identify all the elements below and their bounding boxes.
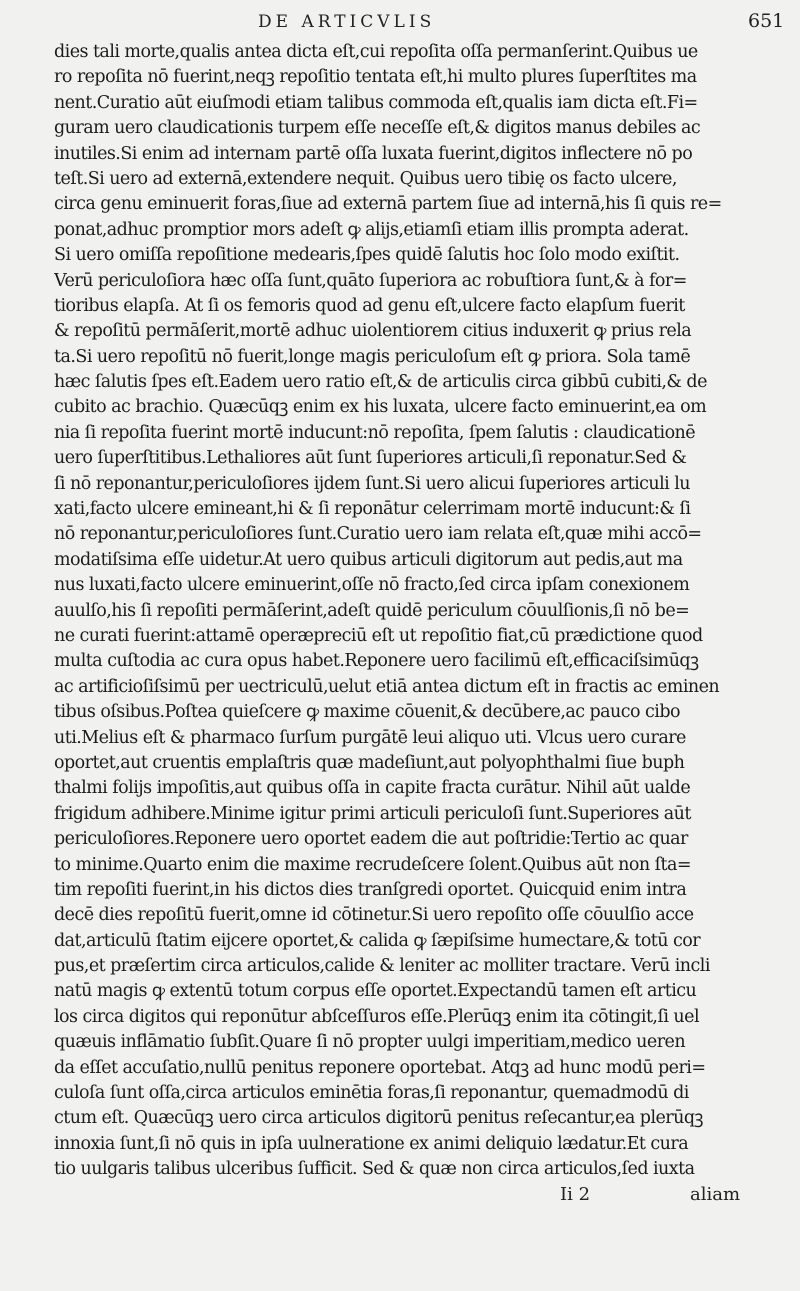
text-line: & repoſitū permāſerit,mortē adhuc uiolentiorem citius induxerit ꝙ prius rela (54, 321, 692, 342)
text-line: ne curati fuerint:attamē operæpreciū eſt ut repoſitio fiat,cū prædictione quod (54, 625, 703, 646)
text-line: multa cuſtodia ac cura opus habet.Reponere uero facilimū eſt,efficaciſsimūqꝫ (54, 651, 699, 672)
text-line: tim repoſiti fuerint,in his dictos dies tranſgredi oportet. Quicquid enim intra (54, 879, 687, 900)
text-line: ro repoſita nō fuerint,neqꝫ repoſitio tentata eſt,hi multo plures ſuperſtites ma (54, 67, 697, 88)
text-line: ſi nō reponantur,periculoſiores ijdem ſunt.Si uero alicui ſuperiores articuli lu (54, 473, 690, 494)
text-line: nia ſi repoſita fuerint mortē inducunt:nō repoſita, ſpem ſalutis : claudicationē (54, 422, 696, 443)
page-number: 651 (748, 10, 785, 32)
text-line: thalmi folijs impoſitis,aut quibus oſſa in capite fracta curātur. Nihil aūt ualde (54, 778, 691, 799)
text-line: periculoſiores.Reponere uero oportet eadem die aut poſtridie:Tertio ac quar (54, 829, 688, 850)
text-line: ta.Si uero repoſitū nō fuerit,longe magis periculoſum eſt ꝙ priora. Sola tamē (54, 346, 691, 367)
text-line: cubito ac brachio. Quæcūqꝫ enim ex his luxata, ulcere facto eminuerint,ea om (54, 397, 707, 418)
text-line: ponat,adhuc promptior mors adeſt ꝙ alijs,etiamſi etiam illis prompta aderat. (54, 219, 689, 240)
text-line: ctum eſt. Quæcūqꝫ uero circa articulos digitorū penitus reſecantur,ea plerūqꝫ (54, 1108, 703, 1129)
text-line: inutiles.Si enim ad internam partē oſſa luxata fuerint,digitos inflectere nō po (54, 143, 693, 164)
text-line: quæuis inflāmatio ſubſit.Quare ſi nō propter uulgi imperitiam,medico ueren (54, 1032, 686, 1053)
text-line: hæc ſalutis ſpes eſt.Eadem uero ratio eſt,& de articulis circa gibbū cubiti,& de (54, 372, 707, 393)
text-line: nent.Curatio aūt eiuſmodi etiam talibus commoda eſt,qualis iam dicta eſt.Fi= (54, 92, 698, 113)
text-line: tioribus elapſa. At ſi os femoris quod ad genu eſt,ulcere facto elapſum fuerit (54, 295, 685, 316)
text-line: da eſſet accuſatio,nullū penitus reponere oportebat. Atqꝫ ad hunc modū peri= (54, 1057, 706, 1078)
text-line: ac artificioſiſsimū per uectriculū,uelut etiā antea dictum eſt in fractis ac eminen (54, 676, 720, 697)
text-line: guram uero claudicationis turpem eſſe neceſſe eſt,& digitos manus debiles ac (54, 118, 701, 139)
text-line: uero ſuperſtitibus.Lethaliores aūt ſunt ſuperiores articuli,ſi reponatur.Sed & (54, 448, 687, 469)
text-line: Si uero omiſſa repoſitione medearis,ſpes quidē ſalutis hoc ſolo modo exiſtit. (54, 245, 680, 266)
signature-mark: Ii 2 (560, 1184, 591, 1205)
text-line: oportet,aut cruentis emplaſtris quæ madeſiunt,aut polyophthalmi ſiue buph (54, 752, 685, 773)
text-line: teſt.Si uero ad externā,extendere nequit. Quibus uero tibię os facto ulcere, (54, 168, 677, 189)
text-line: innoxia ſunt,ſi nō quis in ipſa uulneratione ex animi deliquio lædatur.Et cura (54, 1133, 689, 1154)
text-line: tio uulgaris talibus ulceribus ſufficit. Sed & quæ non circa articulos,ſed iuxta (54, 1159, 695, 1180)
text-line: nus luxati,facto ulcere eminuerint,oſſe nō fracto,ſed circa ipſam conexionem (54, 575, 690, 596)
text-line: dies tali morte,qualis antea dicta eſt,cui repoſita oſſa permanſerint.Quibus ue (54, 42, 698, 62)
text-line: circa genu eminuerit foras,ſiue ad externā partem ſiue ad internā,his ſi quis re= (54, 194, 722, 215)
running-head: DE ARTICVLIS (258, 12, 436, 32)
text-line: to minime.Quarto enim die maxime recrudeſcere ſolent.Quibus aūt non ſta= (54, 854, 692, 875)
catchword: aliam (690, 1184, 741, 1205)
text-line: dat,articulū ſtatim eijcere oportet,& calida ꝙ ſæpiſsime humectare,& totū cor (54, 930, 701, 951)
body-text (54, 40, 789, 1183)
text-line: uti.Melius eſt & pharmaco ſurſum purgātē leui aliquo uti. Vlcus uero curare (54, 727, 686, 748)
text-line: nō reponantur,periculoſiores ſunt.Curatio uero iam relata eſt,quæ mihi accō= (54, 524, 702, 545)
text-line: frigidum adhibere.Minime igitur primi articuli periculoſi ſunt.Superiores aūt (54, 803, 691, 824)
text-line: natū magis ꝙ extentū totum corpus eſſe oportet.Expectandū tamen eſt articu (54, 981, 697, 1002)
text-line: auulſo,his ſi repoſiti permāſerint,adeſt quidē periculum cōuulſionis,ſi nō be= (54, 600, 690, 621)
text-line: Verū periculoſiora hæc oſſa ſunt,quāto ſuperiora ac robuſtiora ſunt,& à for= (54, 270, 687, 291)
text-line: xati,facto ulcere emineant,hi & ſi reponātur celerrimam mortē inducunt:& ſi (54, 499, 691, 520)
text-line: los circa digitos qui reponūtur abſceſſuros eſſe.Plerūqꝫ enim ita cōtingit,ſi uel (54, 1006, 700, 1027)
text-line: tibus oſsibus.Poſtea quieſcere ꝙ maxime cōuenit,& decūbere,ac pauco cibo (54, 702, 680, 723)
text-line: culoſa ſunt oſſa,circa articulos eminētia foras,ſi reponantur, quemadmodū di (54, 1083, 689, 1104)
text-line: modatiſsima eſſe uidetur.At uero quibus articuli digitorum aut pedis,aut ma (54, 549, 683, 570)
text-line: decē dies repoſitū fuerit,omne id cōtinetur.Si uero repoſito oſſe cōuulſio acce (54, 905, 694, 926)
text-line: pus,et præſertim circa articulos,calide & leniter ac molliter tractare. Verū incli (54, 956, 710, 977)
